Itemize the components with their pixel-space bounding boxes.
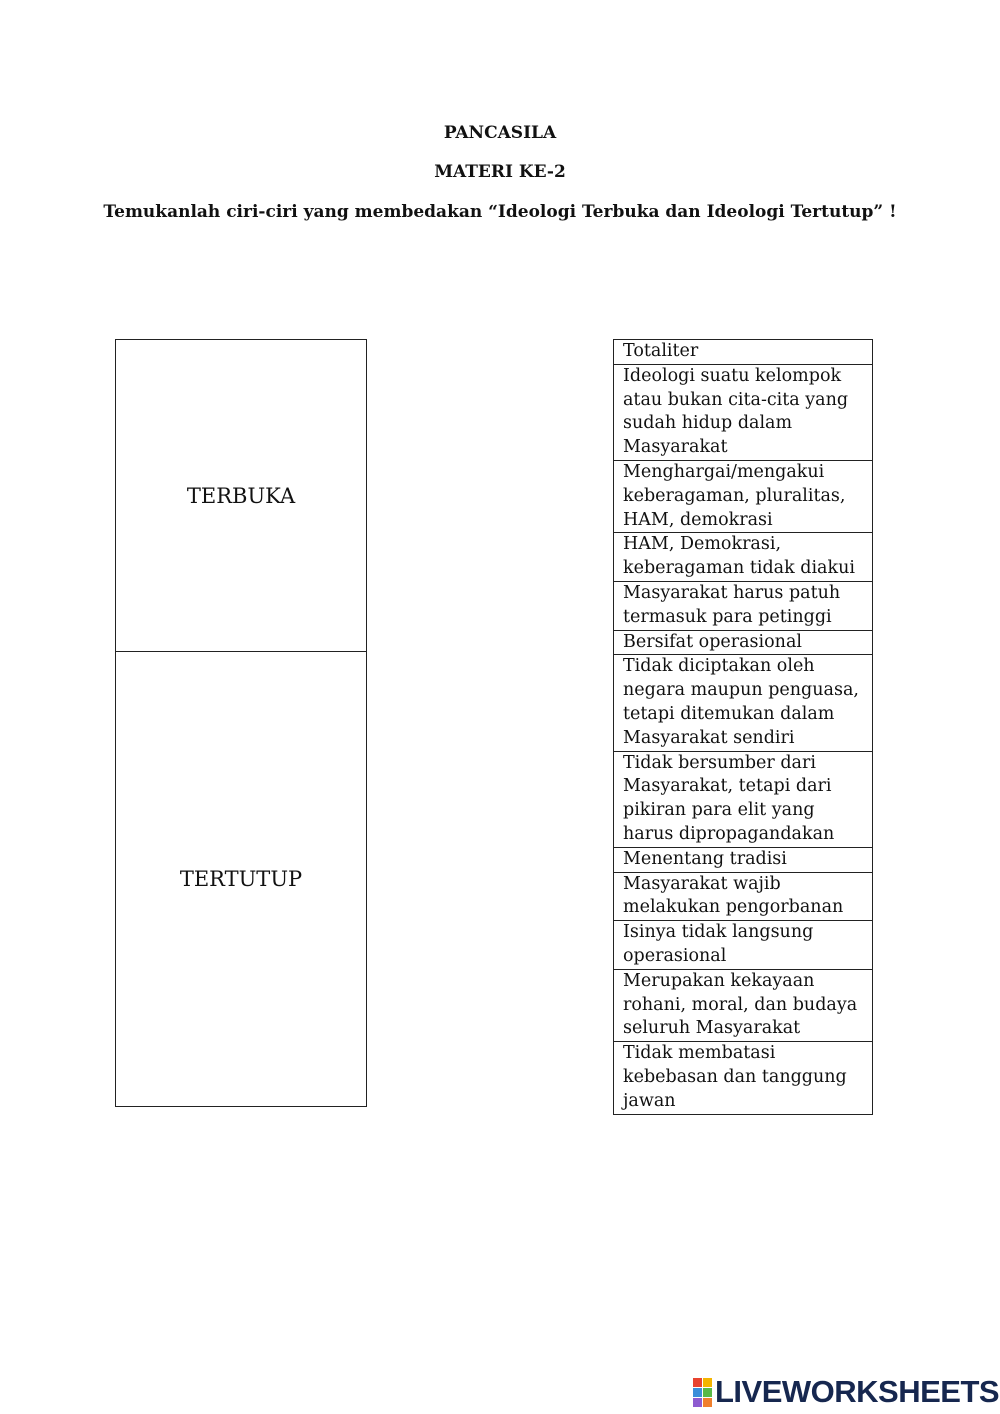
characteristics-list <box>613 339 873 1115</box>
logo-tile <box>693 1388 702 1397</box>
draggable-item[interactable]: Merupakan kekayaan rohani, moral, dan budaya seluruh Masyarakat <box>614 969 873 1041</box>
category-label-terbuka: TERBUKA <box>186 483 296 508</box>
table-row <box>614 655 873 751</box>
table-row <box>614 630 873 655</box>
drop-zone-tertutup[interactable] <box>115 651 367 1107</box>
table-row <box>614 847 873 872</box>
table-row <box>614 340 873 365</box>
draggable-item[interactable]: Ideologi suatu kelompok atau bukan cita-cita yang sudah hidup dalam Masyarakat <box>614 364 873 460</box>
logo-tile <box>703 1388 712 1397</box>
table-row <box>614 1042 873 1114</box>
table-row <box>614 581 873 630</box>
draggable-item[interactable]: Tidak bersumber dari Masyarakat, tetapi dari pikiran para elit yang harus dipropagandakan <box>614 751 873 847</box>
draggable-item[interactable]: Masyarakat harus patuh termasuk para petinggi <box>614 581 873 630</box>
draggable-item[interactable]: Isinya tidak langsung operasional <box>614 921 873 970</box>
logo-tile <box>703 1398 712 1407</box>
table-row <box>614 751 873 847</box>
table-row <box>614 460 873 532</box>
instruction-text: Temukanlah ciri-ciri yang membedakan “Ideologi Terbuka dan Ideologi Tertutup” ! <box>103 202 897 222</box>
category-label-tertutup: TERTUTUP <box>179 867 303 891</box>
draggable-item[interactable]: Bersifat operasional <box>614 630 873 655</box>
logo-tile <box>703 1378 712 1387</box>
drop-zone-terbuka[interactable] <box>115 339 367 652</box>
draggable-item[interactable]: Tidak membatasi kebebasan dan tanggung jawan <box>614 1042 873 1114</box>
logo-tile <box>693 1398 702 1407</box>
liveworksheets-logo-icon <box>693 1378 712 1407</box>
draggable-item[interactable]: Tidak diciptakan oleh negara maupun penguasa, tetapi ditemukan dalam Masyarakat sendiri <box>614 655 873 751</box>
table-row <box>614 969 873 1041</box>
draggable-item[interactable]: HAM, Demokrasi, keberagaman tidak diakui <box>614 533 873 582</box>
draggable-item[interactable]: Menentang tradisi <box>614 847 873 872</box>
table-row <box>614 364 873 460</box>
table-row <box>614 872 873 921</box>
brand-name: LIVEWORKSHEETS <box>715 1374 1000 1409</box>
page-title: PANCASILA <box>443 123 557 143</box>
draggable-item[interactable]: Masyarakat wajib melakukan pengorbanan <box>614 872 873 921</box>
material-number: MATERI KE-2 <box>434 162 566 182</box>
draggable-item[interactable]: Totaliter <box>614 340 873 365</box>
draggable-item[interactable]: Menghargai/mengakui keberagaman, pluralitas, HAM, demokrasi <box>614 460 873 532</box>
logo-tile <box>693 1378 702 1387</box>
liveworksheets-brand <box>693 1374 999 1410</box>
table-row <box>614 533 873 582</box>
table-row <box>614 921 873 970</box>
